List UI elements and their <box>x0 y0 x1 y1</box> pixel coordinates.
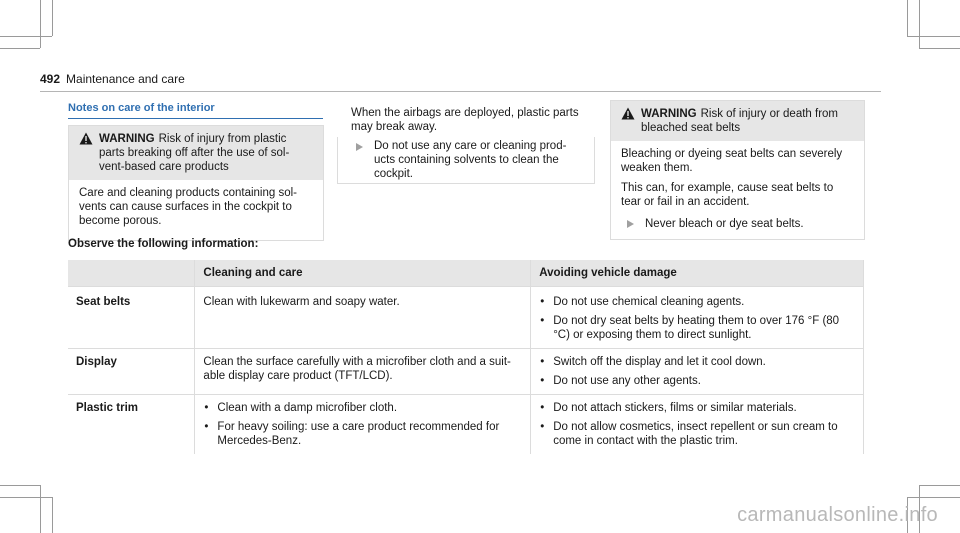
table-header-cell: Avoiding vehicle damage <box>531 260 864 287</box>
crop-mark <box>907 497 960 498</box>
warning-text: This can, for example, cause seat belts to tear or fail in an accident. <box>621 182 834 208</box>
warning-triangle-icon <box>621 107 635 120</box>
list-item: • Do not use any other agents. <box>539 374 855 388</box>
list-item: • Do not allow cosmetics, insect repellent or sun cream to come in contact with the plastic trim. <box>539 420 855 448</box>
arrow-right-icon <box>356 143 363 151</box>
page-number: 492 <box>40 72 61 86</box>
crop-mark <box>0 36 52 37</box>
crop-mark <box>0 497 52 498</box>
warning-triangle-icon <box>79 132 93 145</box>
airbag-text: When the airbags are deployed, plastic parts may break away. <box>351 107 579 133</box>
page-header <box>40 72 185 86</box>
crop-mark <box>0 485 40 486</box>
warning-box-solvents <box>68 125 324 241</box>
avoid-cell <box>531 395 864 455</box>
table-header-cell: Cleaning and care <box>195 260 531 287</box>
care-cell: Clean with lukewarm and soapy water. <box>195 287 531 349</box>
warning-text: Care and cleaning products containing sol-vents can cause surfaces in the cockpit to become porous. <box>79 187 297 227</box>
arrow-right-icon <box>627 220 634 228</box>
warning-body <box>611 141 864 239</box>
note-box <box>337 137 595 184</box>
note-item <box>621 217 854 231</box>
crop-mark <box>907 0 908 36</box>
crop-mark <box>0 48 40 49</box>
list-item: • Clean with a damp microfiber cloth. <box>203 401 522 415</box>
crop-mark <box>919 0 920 48</box>
warning-heading: Risk of injury or death from bleached seat belts <box>641 108 839 134</box>
care-cell <box>195 395 531 455</box>
section-title-underline <box>68 118 323 119</box>
note-text: Never bleach or dye seat belts. <box>645 218 804 230</box>
row-label: Seat belts <box>68 287 195 349</box>
watermark[interactable]: carmanualsonline.info <box>737 504 938 526</box>
warning-text: Bleaching or dyeing seat belts can severely weaken them. <box>621 148 843 174</box>
warning-body <box>69 180 323 240</box>
crop-mark <box>40 485 41 533</box>
crop-mark <box>919 485 960 486</box>
list-item: • Switch off the display and let it cool down. <box>539 355 855 369</box>
warning-heading: Risk of injury from plastic parts breaking off after the use of sol-vent-based care products <box>99 133 290 173</box>
table-row <box>68 287 864 349</box>
warning-header <box>611 101 864 141</box>
table-header-row <box>68 260 864 287</box>
crop-mark <box>40 0 41 48</box>
list-item: • Do not attach stickers, films or similar materials. <box>539 401 855 415</box>
care-table <box>68 260 864 454</box>
care-cell: Clean the surface carefully with a microfiber cloth and a suit-able display care product (TFT/LCD). <box>195 349 531 395</box>
observe-heading: Observe the following information: <box>68 238 259 250</box>
list-item: • Do not dry seat belts by heating them to over 176 °F (80 °C) or exposing them to direct sunlight. <box>539 314 855 342</box>
warning-box-seat-belts <box>610 100 865 240</box>
row-label: Plastic trim <box>68 395 195 455</box>
section-name: Maintenance and care <box>66 72 185 86</box>
header-divider <box>40 91 881 92</box>
crop-mark <box>52 497 53 533</box>
crop-mark <box>919 48 960 49</box>
crop-mark <box>52 0 53 36</box>
warning-label: WARNING <box>99 133 155 145</box>
warning-header <box>69 126 323 180</box>
row-label: Display <box>68 349 195 395</box>
note-text: Do not use any care or cleaning prod-ucts containing solvents to clean the cockpit. <box>374 140 567 180</box>
table-header-cell <box>68 260 195 287</box>
avoid-cell <box>531 287 864 349</box>
list-item: • Do not use chemical cleaning agents. <box>539 295 855 309</box>
crop-mark <box>907 36 960 37</box>
table-row <box>68 395 864 455</box>
list-item: • For heavy soiling: use a care product recommended for Mercedes-Benz. <box>203 420 522 448</box>
warning-label: WARNING <box>641 108 697 120</box>
table-row <box>68 349 864 395</box>
note-item <box>338 137 594 181</box>
section-title: Notes on care of the interior <box>68 102 215 114</box>
avoid-cell <box>531 349 864 395</box>
